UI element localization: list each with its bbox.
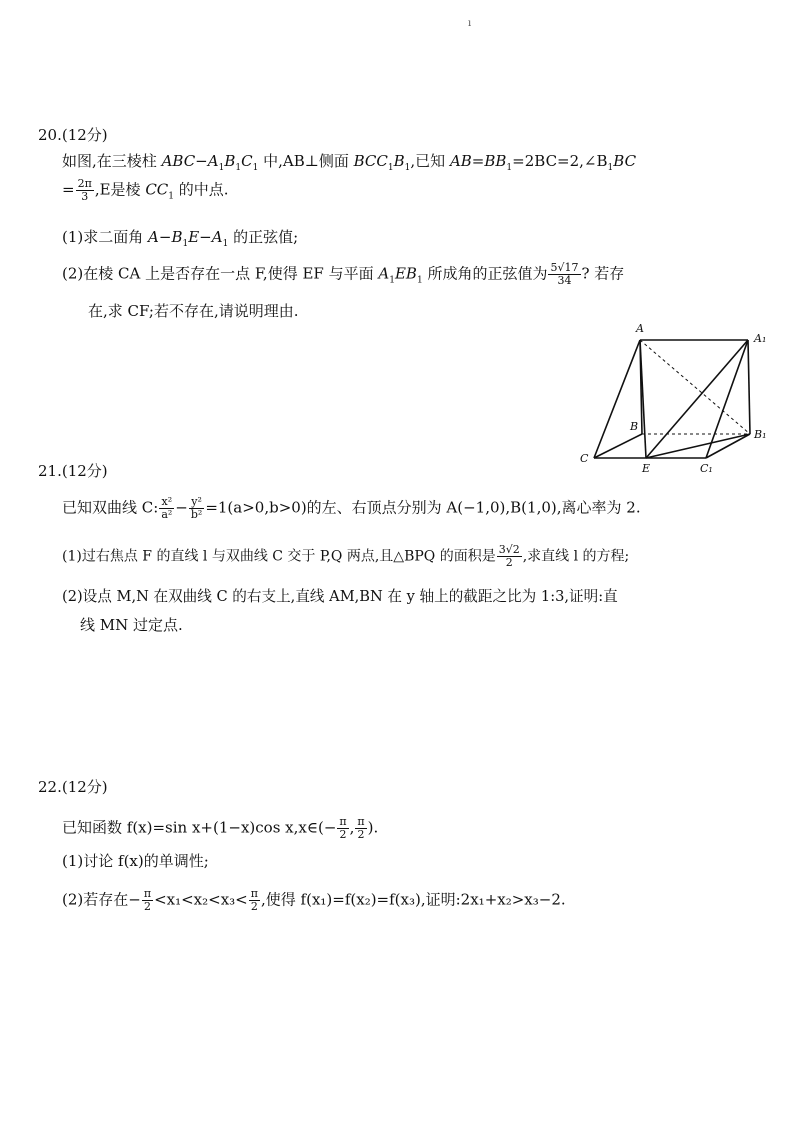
q20-text: AB⊥侧面 — [282, 152, 349, 170]
label-C: C — [580, 452, 589, 465]
q20-part1: (1)求二面角 $A-B_1E-A_1$ 的正弦值; — [62, 228, 299, 249]
label-B: B — [630, 420, 639, 433]
q20-stem-line1: 如图,在三棱柱 $ABC-A_1B_1C_1$ 中,AB⊥侧面 $BCC_1B_1$,已知 $AB=BB_1=2BC=2,\angle B_1BC$ — [62, 152, 637, 173]
label-C1: C₁ — [700, 462, 713, 475]
q20-math: BC — [613, 152, 637, 170]
q20-text: 如图,在三棱柱 — [62, 152, 157, 170]
prism-diagram — [572, 318, 782, 478]
five-root17-over-34: $\frac{5√17}{34}$ — [550, 261, 579, 287]
q21-part2-line1: (2)设点 M,N 在双曲线 C 的右支上,直线 AM,BN 在 y 轴上的截距之比为 1:3,证明:直 — [62, 588, 618, 605]
q20-math: AB=BB — [449, 152, 507, 170]
pi-over-2: $\frac{\pi}{2}$ — [357, 815, 365, 841]
q20-part2-line2: 在,求 CF;若不存在,请说明理由. — [88, 302, 299, 320]
q22-part2: (2)若存在− $\frac{\pi}{2}$ <x₁<x₂<x₃< $\frac{\pi}{2}$ ,使得 f(x₁)=f(x₂)=f(x₃),证明:2x₁+x₂>x₃−2. — [62, 887, 566, 913]
label-A1: A₁ — [754, 332, 767, 345]
q21-part2-line2: 线 MN 过定点. — [80, 616, 183, 634]
q22-part1: (1)讨论 f(x)的单调性; — [62, 852, 209, 870]
three-root2-over-2: $\frac{3√2}{2}$ — [498, 543, 520, 569]
scan-mark: ı — [468, 18, 472, 29]
q21-header: 21.(12分) — [38, 462, 108, 480]
label-B1: B₁ — [754, 428, 767, 441]
q20-header: 20.(12分) — [38, 126, 108, 144]
q20-text: ,已知 — [410, 152, 446, 170]
q22-stem: 已知函数 f(x)=sin x+(1−x)cos x,x∈(− $\frac{\pi}{2}$ , $\frac{\pi}{2}$ ). — [62, 815, 379, 841]
q20-text: 中, — [263, 152, 283, 170]
label-A: A — [636, 322, 644, 335]
pi-over-2: $\frac{\pi}{2}$ — [250, 887, 258, 913]
label-E: E — [642, 462, 651, 475]
q20-math: ABC−A — [161, 152, 219, 170]
pi-over-2: $\frac{\pi}{2}$ — [339, 815, 347, 841]
q20-math: =2BC=2,∠B — [512, 152, 608, 170]
pi-over-2: $\frac{\pi}{2}$ — [143, 887, 152, 913]
q20-stem-line2: = $\frac{2\pi}{3}$ ,E是棱 $CC_1$ 的中点. — [62, 177, 229, 203]
x2-over-a2: $\frac{\text{x²}}{\text{a²}}$ — [161, 495, 173, 521]
q20-part2-line1: (2)在棱 CA 上是否存在一点 F,使得 EF 与平面 $A_1EB_1$ 所成角的正弦值为 $\frac{5√17}{34}$ ? 若存 — [62, 261, 625, 287]
q20-text: ,E是棱 — [94, 180, 141, 199]
q20-text: 的中点. — [178, 180, 229, 199]
two-pi-over-three: $\frac{2\pi}{3}$ — [77, 177, 92, 203]
q20-text: = — [62, 180, 75, 199]
q21-stem: 已知双曲线 C: $\frac{\text{x²}}{\text{a²}}$ − $\frac{\text{y²}}{\text{b²}}$ =1(a>0,b>0)的左、右顶点分别为 A(−1,0),B(1,0),离心率为 2. — [62, 495, 641, 521]
q21-part1: (1)过右焦点 F 的直线 l 与双曲线 C 交于 P,Q 两点,且△BPQ 的面积是 $\frac{3√2}{2}$ ,求直线 l 的方程; — [62, 543, 630, 569]
prism-figure — [572, 318, 782, 478]
y2-over-b2: $\frac{\text{y²}}{\text{b²}}$ — [190, 495, 203, 521]
q22-header: 22.(12分) — [38, 778, 108, 796]
